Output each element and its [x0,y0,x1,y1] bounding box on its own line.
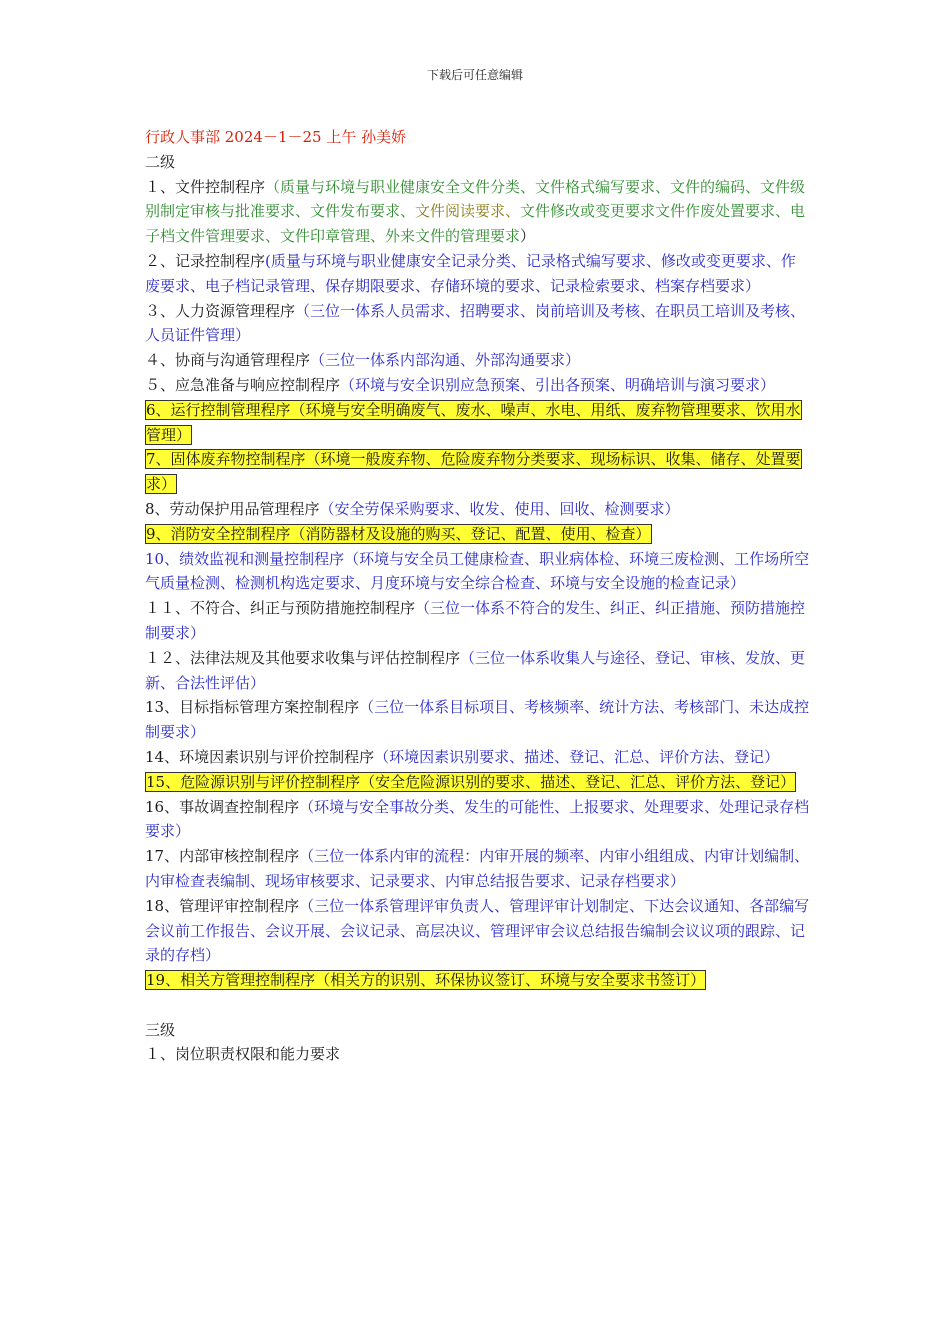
item-heading: 18、管理评审控制程序 [145,896,300,915]
item-heading: 8、劳动保护用品管理程序 [145,499,320,518]
item-detail: （三位一体系内审的流程：内审开展的频率、内审小组组成、内审计划编制、内审检查表编制、现场审核要求、记录要求、内审总结报告要求、记录存档要求） [145,847,810,890]
list-item: １、岗位职责权限和能力要求 [145,1045,341,1064]
list-item [145,844,810,894]
item-detail: 文件阅读要求、 [415,202,521,221]
item-detail: （三位一体系管理评审负责人、管理评审计划制定、下达会议通知、各部编写会议前工作报告、会议开展、会议记录、高层决议、管理评审会议总结报告编制会议议项的跟踪、记录的存档） [145,896,810,965]
item-heading: 10、绩效监视和测量控制程序（环境与安全员工健康检查、职业病体检、环境三废检测、工作场所空气质量检测、检测机构选定要求、月度环境与安全综合检查、环境与安全设施的检查记录） [145,549,810,593]
list-item [145,447,810,497]
item-detail: （三位一体系人员需求、招聘要求、岗前培训及考核、在职员工培训及考核、人员证件管理） [145,301,806,345]
item-heading: ４、协商与沟通管理程序 [145,351,311,370]
highlighted-text: 6、运行控制管理程序（环境与安全明确废气、废水、噪声、水电、用纸、废弃物管理要求、饮用水管理） [146,400,801,444]
item-detail: （三位一体系目标项目、考核频率、统计方法、考核部门、未达成控制要求） [145,698,810,742]
item-detail: （环境与安全事故分类、发生的可能性、上报要求、处理要求、处理记录存档要求） [145,797,810,841]
item-heading: ５、应急准备与响应控制程序 [145,375,341,394]
item-detail: (质量与环境与职业健康安全记录分类、记录格式编写要求、修改或变更要求、作废要求、电子档记录管理、保存期限要求、存储环境的要求、记录检索要求、档案存档要求） [145,251,796,295]
item-heading: １１、不符合、纠正与预防措施控制程序 [145,599,416,618]
list-item [145,522,810,547]
list-item [145,175,810,249]
item-heading: １、文件控制程序 [145,177,266,196]
list-item [145,968,810,993]
highlighted-text: 15、危险源识别与评价控制程序（安全危险源识别的要求、描述、登记、汇总、评价方法、登记） [146,772,796,791]
level2-list [145,175,810,993]
list-item [145,795,810,845]
list-item [145,547,810,597]
list-item [145,695,810,745]
highlighted-text: 7、固体废弃物控制程序（环境一般废弃物、危险废弃物分类要求、现场标识、收集、储存、处置要求） [146,450,801,494]
list-item [145,745,810,770]
header-note: 下载后可任意编辑 [426,68,523,82]
document-title: 行政人事部 2024－1－25 上午 孙美娇 [145,128,407,146]
highlighted-text: 19、相关方管理控制程序（相关方的识别、环保协议签订、环境与安全要求书签订） [146,971,706,990]
item-detail: （三位一体系内部沟通、外部沟通要求） [310,351,581,370]
item-heading: ２、记录控制程序 [145,251,266,270]
highlighted-text: 9、消防安全控制程序（消防器材及设施的购买、登记、配置、使用、检查） [146,524,651,543]
list-item [145,299,810,349]
list-item [145,596,810,646]
level2-heading: 二级 [145,152,176,171]
item-detail: ） [520,227,536,246]
item-detail: （三位一体系不符合的发生、纠正、纠正措施、预防措施控制要求） [145,599,806,642]
list-item [145,770,810,795]
item-detail: 文件修改或变更要求文件作废处置要求、电子档文件管理要求、文件印章管理、外来文件的管理要求 [145,202,806,246]
level3-list [145,1042,810,1067]
document-body [145,125,810,1067]
list-item [145,249,810,299]
list-item [145,348,810,373]
item-heading: 14、环境因素识别与评价控制程序 [145,747,375,766]
level3-heading: 三级 [145,1020,176,1039]
item-heading: ３、人力资源管理程序 [145,301,296,320]
spacer [145,993,810,1018]
list-item [145,894,810,968]
item-detail: （三位一体系收集人与途径、登记、审核、发放、更新、合法性评估） [145,648,806,692]
item-heading: 13、目标指标管理方案控制程序 [145,698,360,717]
list-item [145,497,810,522]
item-detail: （安全劳保采购要求、收发、使用、回收、检测要求） [319,499,680,518]
item-heading: 17、内部审核控制程序 [145,847,300,866]
list-item [145,646,810,696]
item-heading: １２、法律法规及其他要求收集与评估控制程序 [145,648,461,667]
list-item [145,398,810,448]
item-detail: （环境与安全识别应急预案、引出各预案、明确培训与演习要求） [340,375,776,394]
item-heading: 16、事故调查控制程序 [145,797,300,816]
item-detail: （环境因素识别要求、描述、登记、汇总、评价方法、登记） [374,747,780,766]
item-detail: （质量与环境与职业健康安全文件分类、文件格式编写要求、文件的编码、文件级别制定审核与批准要求、文件发布要求、 [145,177,806,221]
list-item [145,373,810,398]
